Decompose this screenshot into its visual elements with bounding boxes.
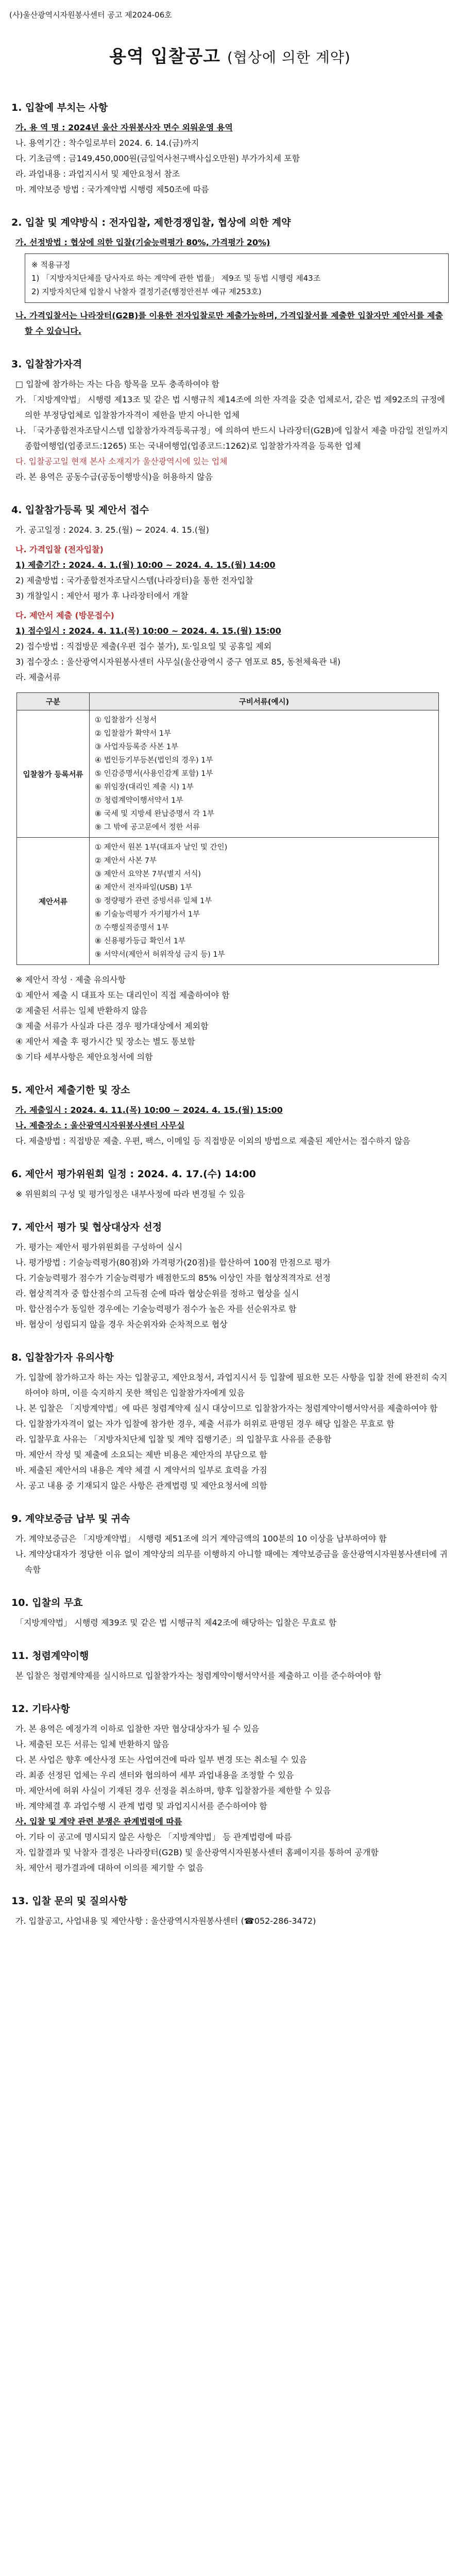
notice-line: 다. 기초금액 : 금149,450,000원(금일억사천구백사십오만원) 부가가치세 포함 <box>15 154 300 163</box>
document-item: ⑧ 신용평가등급 확인서 1부 <box>95 937 186 945</box>
section-heading: 2. 입찰 및 계약방식 : 전자입찰, 제한경쟁입찰, 협상에 의한 계약 <box>11 217 291 228</box>
notice-line: 가. 공고일정 : 2024. 3. 25.(월) ~ 2024. 4. 15.(월) <box>15 525 209 535</box>
notice-section <box>11 1648 449 1684</box>
notice-line: 가. 용 역 명 : 2024년 울산 자원봉사자 면수 외워운영 용역 <box>15 123 233 132</box>
document-item: ⑦ 청렴계약이행서약서 1부 <box>95 796 183 805</box>
notice-line: 「지방계약법」 시행령 제39조 및 같은 법 시행규칙 제42조에 해당하는 입찰은 무효로 함 <box>15 1618 337 1628</box>
notice-line: 나. 「국가종합전자조달시스템 입찰참가자격등록규정」에 의하여 반드시 나라장터(G2B)에 입찰서 제출 마감일 전일까지 종합여행업(업종코드:1265) 또는 국내여행업(업종코드:1262)로 입찰참가자격을 등록한 업체 <box>15 426 448 451</box>
section-heading: 5. 제안서 제출기한 및 장소 <box>11 1084 130 1096</box>
note-line: ※ 적용규정 <box>31 260 71 269</box>
document-item: ⑤ 정량평가 관련 증빙서류 일체 1부 <box>95 897 212 905</box>
notice-section <box>11 502 449 1065</box>
notice-line: 다. 입찰참가자격이 없는 자가 입찰에 참가한 경우, 제출 서류가 허위로 판명된 경우 해당 입찰은 무효로 함 <box>15 1419 395 1429</box>
notice-line: 가. 선정방법 : 협상에 의한 입찰(기술능력평가 80%, 가격평가 20%) <box>15 238 270 247</box>
notice-section <box>11 1701 449 1876</box>
document-item: ③ 제안서 요약본 7부(별지 서식) <box>95 870 201 878</box>
document-item: ⑦ 수행실적증명서 1부 <box>95 924 169 932</box>
notice-line: 가. 입찰에 참가하고자 하는 자는 입찰공고, 제안요청서, 과업지시서 등 입찰에 필요한 모든 사항을 입찰 전에 완전히 숙지하여야 하며, 이를 숙지하지 못한 책임은 입찰참가자에게 있음 <box>15 1372 448 1398</box>
notice-line: 라. 최종 선정된 업체는 우리 센터와 협의하여 세부 과업내용을 조정할 수 있음 <box>15 1770 294 1780</box>
notice-line: 나. 본 입찰은 「지방계약법」에 따른 청렴계약제 실시 대상이므로 입찰참가자는 청렴계약이행서약서를 제출하여야 함 <box>15 1403 438 1413</box>
section-heading: 8. 입찰참가자 유의사항 <box>11 1352 114 1363</box>
notice-number: (사)울산광역시자원봉사센터 공고 제2024-06호 <box>9 10 172 20</box>
title-sub: (협상에 의한 계약) <box>227 49 351 66</box>
sub-heading: 나. 가격입찰 (전자입찰) <box>15 545 104 554</box>
title-main: 용역 입찰공고 <box>109 46 221 67</box>
notice-line: ※ 위원회의 구성 및 평가일정은 내부사정에 따라 변경될 수 있음 <box>15 1189 245 1199</box>
document-item: ③ 사업자등록증 사본 1부 <box>95 743 179 751</box>
notice-line: 라. 제출서류 <box>15 672 61 682</box>
notice-line: 마. 제안서에 허위 사실이 기재된 경우 선정을 취소하며, 향후 입찰참가를 제한할 수 있음 <box>15 1786 331 1795</box>
note-line: 1) 「지방자치단체를 당사자로 하는 계약에 관한 법률」 제9조 및 동법 시행령 제43조 <box>31 274 321 283</box>
notice-line: 가. 평가는 제안서 평가위원회를 구성하여 실시 <box>15 1242 183 1252</box>
notice-line: ※ 제안서 작성 · 제출 유의사항 <box>15 975 126 985</box>
document-item: ① 입찰참가 신청서 <box>95 716 157 724</box>
table-cell-category: 제안서류 <box>17 838 90 965</box>
document-item: ⑨ 서약서(제안서 허위작성 금지 등) 1부 <box>95 951 225 959</box>
notice-section <box>11 215 449 339</box>
document-item: ② 제안서 사본 7부 <box>95 857 157 865</box>
documents-table <box>16 692 439 965</box>
table-header: 구비서류(예시) <box>90 693 439 710</box>
notice-line: 3) 접수장소 : 울산광역시자원봉사센터 사무실(울산광역시 중구 염포로 85, 동천체육관 내) <box>15 657 341 667</box>
section-heading: 4. 입찰참가등록 및 제안서 접수 <box>11 504 149 516</box>
notice-line: 다. 입찰공고일 현재 본사 소재지가 울산광역시에 있는 업체 <box>15 456 228 466</box>
document-item: ④ 제안서 전자파일(USB) 1부 <box>95 884 193 892</box>
table-row <box>17 838 439 965</box>
notice-line: 나. 계약상대자가 정당한 이유 없이 계약상의 의무를 이행하지 아니할 때에는 계약보증금을 울산광역시자원봉사센터에 귀속함 <box>15 1549 448 1574</box>
table-cell-items <box>90 710 439 838</box>
notice-line: 가. 제출일시 : 2024. 4. 11.(목) 10:00 ~ 2024. 4. 15.(월) 15:00 <box>15 1105 283 1115</box>
notice-line: 가. 「지방계약법」 시행령 제13조 및 같은 법 시행규칙 제14조에 의한 자격을 갖춘 업체로서, 같은 법 제92조의 규정에 의한 부정당업체로 입찰참가자격이 제한을 받지 아니한 업체 <box>15 395 445 420</box>
notice-section <box>11 1893 449 1929</box>
notice-line: 라. 입찰무효 사유는 「지방자치단체 입찰 및 계약 집행기준」의 입찰무효 사유를 준용함 <box>15 1434 332 1444</box>
notice-line: 가. 계약보증금은 「지방계약법」 시행령 제51조에 의거 계약금액의 100분의 10 이상을 납부하여야 함 <box>15 1534 387 1544</box>
notice-line: 차. 제안서 평가결과에 대하여 이의를 제기할 수 없음 <box>15 1863 204 1873</box>
notice-line: 라. 협상적격자 중 합산점수의 고득점 순에 따라 협상순위를 정하고 협상을 실시 <box>15 1289 299 1298</box>
notice-box <box>25 253 449 303</box>
notice-line: 마. 합산점수가 동일한 경우에는 기술능력평가 점수가 높은 자를 선순위자로 함 <box>15 1304 297 1314</box>
document-item: ⑤ 인감증명서(사용인감계 포함) 1부 <box>95 770 213 778</box>
notice-line: 다. 본 사업은 향후 예산사정 또는 사업여건에 따라 일부 변경 또는 취소될 수 있음 <box>15 1755 307 1765</box>
section-heading: 6. 제안서 평가위원회 일정 : 2024. 4. 17.(수) 14:00 <box>11 1168 256 1180</box>
section-heading: 7. 제안서 평가 및 협상대상자 선정 <box>11 1222 162 1233</box>
section-heading: 12. 기타사항 <box>11 1703 70 1715</box>
notice-line: ② 제출된 서류는 일체 반환하지 않음 <box>15 1006 148 1015</box>
notice-section <box>11 1082 449 1149</box>
sub-heading: 다. 제안서 제출 (방문접수) <box>15 611 114 620</box>
notice-line: 라. 본 용역은 공동수급(공동이행방식)을 허용하지 않음 <box>15 472 213 482</box>
notice-line: 2) 제출방법 : 국가종합전자조달시스템(나라장터)을 통한 전자입찰 <box>15 575 253 585</box>
notice-line: 가. 본 용역은 예정가격 이하로 입찰한 자만 협상대상자가 될 수 있음 <box>15 1724 260 1734</box>
notice-line: 라. 과업내용 : 과업지시서 및 제안요청서 참조 <box>15 169 180 179</box>
notice-line: 1) 제출기간 : 2024. 4. 1.(월) 10:00 ~ 2024. 4. 15.(월) 14:00 <box>15 560 276 570</box>
notice-line: 자. 입찰결과 및 낙찰자 결정은 나라장터(G2B) 및 울산광역시자원봉사센터 홈페이지를 통하여 공개함 <box>15 1848 379 1857</box>
notice-line: 사. 입찰 및 계약 관련 분쟁은 관계법령에 따름 <box>15 1817 182 1826</box>
section-heading: 10. 입찰의 무효 <box>11 1597 83 1608</box>
notice-section <box>11 1350 449 1494</box>
page-title <box>0 42 460 67</box>
notice-line: 바. 계약체결 후 과업수행 시 관계 법령 및 과업지시서를 준수하여야 함 <box>15 1801 267 1811</box>
notice-line: 바. 제출된 제안서의 내용은 계약 체결 시 계약서의 일부로 효력을 가짐 <box>15 1465 267 1475</box>
document-item: ⑥ 위임장(대리인 제출 시) 1부 <box>95 783 194 791</box>
notice-line: 나. 제출된 모든 서류는 일체 반환하지 않음 <box>15 1739 169 1749</box>
document-item: ⑥ 기술능력평가 자기평가서 1부 <box>95 910 200 919</box>
notice-line: 나. 제출장소 : 울산광역시자원봉사센터 사무실 <box>15 1121 185 1130</box>
section-heading: 13. 입찰 문의 및 질의사항 <box>11 1895 128 1907</box>
notice-line: 본 입찰은 청렴계약제를 실시하므로 입찰참가자는 청렴계약이행서약서를 제출하고 이를 준수하여야 함 <box>15 1671 382 1681</box>
table-header: 구분 <box>17 693 90 710</box>
table-cell-items <box>90 838 439 965</box>
document-item: ② 입찰참가 확약서 1부 <box>95 730 172 738</box>
notice-line: 2) 접수방법 : 직접방문 제출(우편 접수 불가), 토·일요일 및 공휴일 제외 <box>15 641 272 651</box>
table-cell-category: 입찰참가 등록서류 <box>17 710 90 838</box>
table-row <box>17 710 439 838</box>
notice-section <box>11 1219 449 1332</box>
section-heading: 1. 입찰에 부치는 사항 <box>11 102 108 113</box>
document-item: ④ 법인등기부등본(법인의 경우) 1부 <box>95 756 213 765</box>
notice-line: ④ 제안서 제출 후 평가시간 및 장소는 별도 통보함 <box>15 1037 195 1046</box>
notice-line: 나. 가격입찰서는 나라장터(G2B)를 이용한 전자입찰로만 제출가능하며, 가격입찰서를 제출한 입찰자만 제안서를 제출할 수 있습니다. <box>15 311 443 336</box>
notice-line: 가. 입찰공고, 사업내용 및 제안사항 : 울산광역시자원봉사센터 (☎052-286-3472) <box>15 1916 316 1926</box>
notice-line: 마. 계약보증 방법 : 국가계약법 시행령 제50조에 따름 <box>15 184 209 194</box>
section-heading: 11. 청렴계약이행 <box>11 1650 89 1662</box>
notice-section <box>11 357 449 485</box>
notice-line: ① 제안서 제출 시 대표자 또는 대리인이 직접 제출하여야 함 <box>15 990 230 1000</box>
notice-line: 다. 기술능력평가 점수가 기술능력평가 배점한도의 85% 이상인 자를 협상적격자로 선정 <box>15 1273 331 1283</box>
document-item: ① 제안서 원본 1부(대표자 날인 및 간인) <box>95 843 228 852</box>
notice-section <box>11 100 449 197</box>
notice-line: 나. 평가방법 : 기술능력평가(80점)와 가격평가(20점)를 합산하여 100점 만점으로 평가 <box>15 1258 331 1267</box>
document-item: ⑨ 그 밖에 공고문에서 정한 서류 <box>95 823 200 832</box>
notice-line: 아. 기타 이 공고에 명시되지 않은 사항은 「지방계약법」 등 관계법령에 따름 <box>15 1832 292 1842</box>
notice-section <box>11 1166 449 1202</box>
notice-line: ⑤ 기타 세부사항은 제안요청서에 의함 <box>15 1052 153 1062</box>
note-line: 2) 지방자치단체 입찰시 낙찰자 결정기준(행정안전부 예규 제253호) <box>31 287 262 296</box>
document-item: ⑧ 국세 및 지방세 완납증명서 각 1부 <box>95 810 214 818</box>
section-heading: 9. 계약보증금 납부 및 귀속 <box>11 1513 130 1524</box>
notice-line: 마. 제안서 작성 및 제출에 소요되는 제반 비용은 제안자의 부담으로 함 <box>15 1450 267 1460</box>
notice-line: 1) 접수일시 : 2024. 4. 11.(목) 10:00 ~ 2024. 4. 15.(월) 15:00 <box>15 626 281 636</box>
notice-line: □ 입찰에 참가하는 자는 다음 항목을 모두 충족하여야 함 <box>15 379 219 389</box>
notice-line: 나. 용역기간 : 착수일로부터 2024. 6. 14.(금)까지 <box>15 138 199 148</box>
notice-section <box>11 1511 449 1578</box>
notice-line: 다. 제출방법 : 직접방문 제출. 우편, 팩스, 이메일 등 직접방문 이외의 방법으로 제출된 제안서는 접수하지 않음 <box>15 1136 411 1146</box>
section-heading: 3. 입찰참가자격 <box>11 359 82 370</box>
notice-line: 3) 개찰일시 : 제안서 평가 후 나라장터에서 개찰 <box>15 591 189 601</box>
notice-body <box>11 82 449 1929</box>
notice-line: 바. 협상이 성립되지 않을 경우 차순위자와 순차적으로 협상 <box>15 1319 228 1329</box>
notice-line: ③ 제출 서류가 사실과 다른 경우 평가대상에서 제외함 <box>15 1021 209 1031</box>
notice-section <box>11 1595 449 1631</box>
notice-line: 사. 공고 내용 중 기재되지 않은 사항은 관계법령 및 제안요청서에 의함 <box>15 1481 267 1490</box>
table-header-row <box>17 693 439 710</box>
